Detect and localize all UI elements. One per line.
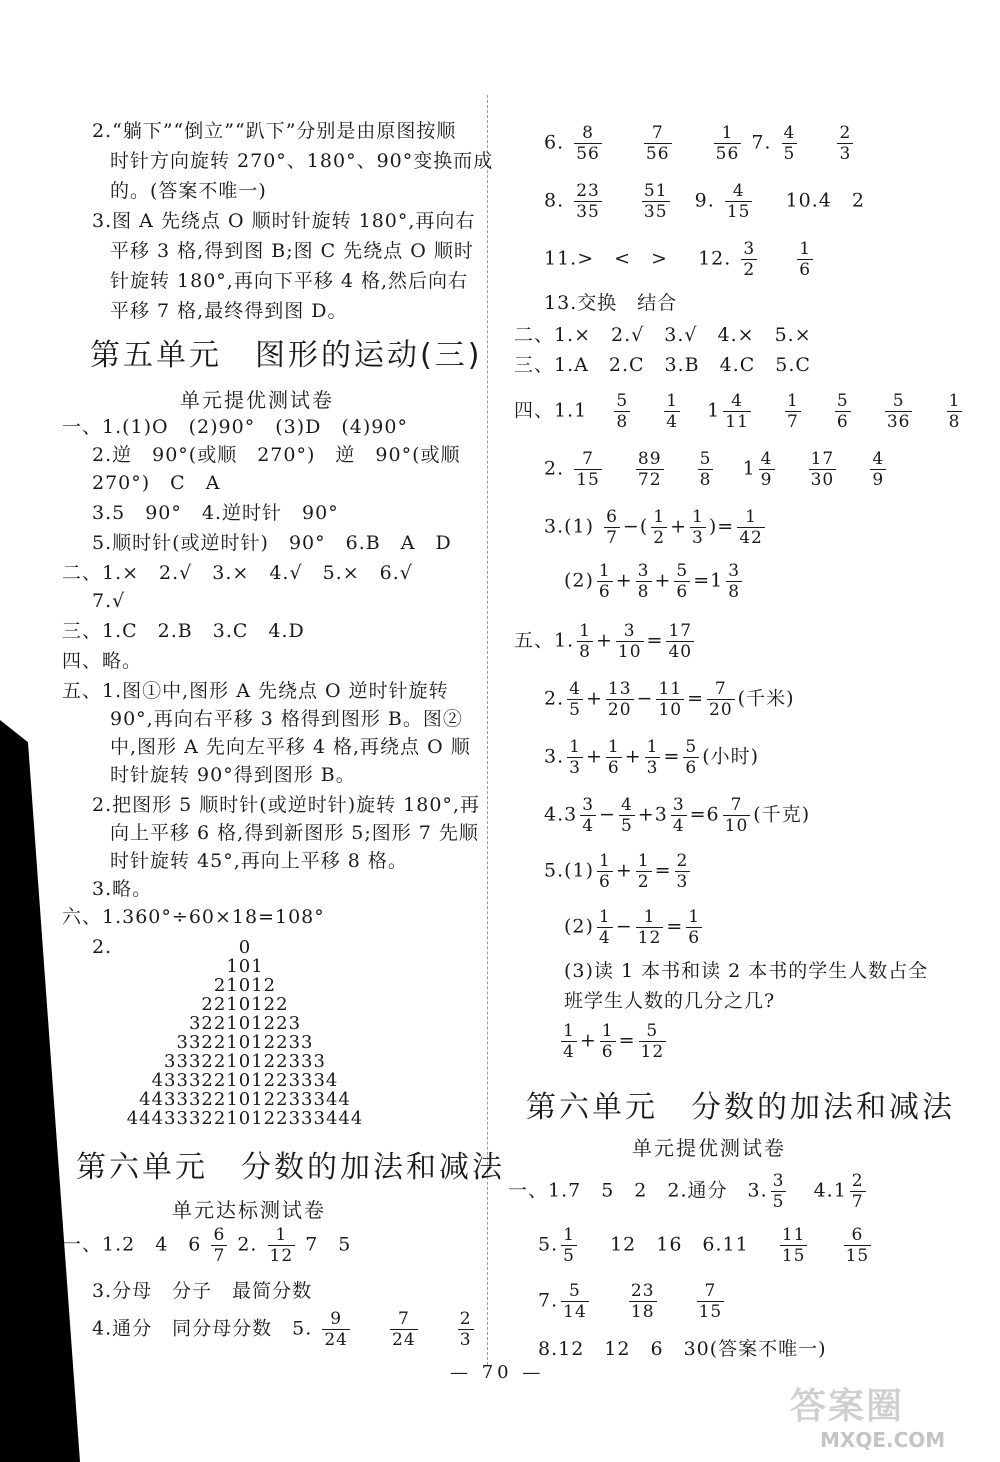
pyramid-row: 0 — [238, 937, 252, 958]
fraction: $\frac{3}{8}$ — [637, 561, 650, 602]
answer-line — [538, 1226, 874, 1265]
answer-line: 时针旋转 90°得到图形 B。 — [110, 764, 356, 786]
fraction: $\frac{7}{10}$ — [724, 795, 749, 836]
answer-line: 8.12 12 6 30(答案不唯一) — [538, 1338, 827, 1360]
answer-line: 六、1.360°÷60×18=108° — [62, 906, 325, 928]
fraction: $\frac{11}{10}$ — [658, 679, 683, 720]
answer-line: 四、略。 — [62, 650, 143, 672]
answer-line: 的。(答案不唯一) — [110, 180, 267, 202]
fraction: $\frac{4}{9}$ — [760, 449, 773, 490]
answer-line: 270°) C A — [92, 472, 221, 494]
fraction: $\frac{2}{3}$ — [839, 123, 852, 164]
fraction: $\frac{4}{15}$ — [726, 181, 751, 222]
answer-line: 3.分母 分子 最简分数 — [92, 1280, 313, 1302]
fraction: $\frac{1}{12}$ — [269, 1225, 294, 1266]
answer-text: 一、1.7 5 2 2.通分 3. — [508, 1179, 768, 1202]
fraction: $\frac{1}{6}$ — [799, 239, 812, 280]
answer-text: 9. — [694, 189, 715, 212]
answer-line: 2. $\frac{4}{5}$ + $\frac{13}{20}$ − $\frac{11}{10}$ = $\frac{7}{20}$ (千米) — [544, 679, 795, 720]
fraction: $\frac{1}{3}$ — [569, 737, 581, 778]
answer-text: 3.(1) — [544, 515, 595, 538]
pyramid-row: 21012 — [213, 975, 277, 996]
fraction: $\frac{6}{15}$ — [845, 1225, 870, 1266]
answer-line: 2.把图形 5 顺时针(或逆时针)旋转 180°,再 — [92, 794, 480, 816]
fraction: $\frac{1}{2}$ — [653, 507, 666, 548]
fraction: $\frac{1}{4}$ — [666, 391, 679, 432]
answer-line: 班学生人数的几分之几? — [564, 990, 776, 1012]
answer-line — [544, 450, 889, 489]
answer-line: 二、1.× 2.√ 3.× 4.√ 5.× 6.√ — [62, 562, 413, 584]
pyramid-row: 101 — [226, 956, 264, 977]
answer-line: 4.3 $\frac{3}{4}$ − $\frac{4}{5}$ +3 $\frac{3}{4}$ =6 $\frac{7}{10}$ (千克) — [544, 795, 811, 836]
fraction: $\frac{1}{6}$ — [601, 1021, 614, 1062]
answer-text: 2. — [544, 457, 565, 480]
answer-text: 1 — [742, 457, 756, 480]
answer-line: 3. $\frac{1}{3}$ + $\frac{1}{6}$ + $\frac{1}{3}$ = $\frac{5}{6}$ (小时) — [544, 737, 760, 778]
answer-text: 7. — [751, 131, 772, 154]
answer-text: 8. — [544, 189, 565, 212]
fraction: $\frac{7}{24}$ — [392, 1309, 416, 1350]
answer-line: 五、1.图①中,图形 A 先绕点 O 逆时针旋转 — [62, 680, 449, 702]
fraction: $\frac{7}{56}$ — [645, 123, 670, 164]
answer-line: 3.略。 — [92, 878, 153, 900]
page-number-value: 70 — [481, 1362, 513, 1383]
fraction: $\frac{89}{72}$ — [637, 449, 662, 490]
fraction: $\frac{1}{4}$ — [598, 907, 611, 948]
fraction: $\frac{9}{24}$ — [324, 1309, 348, 1350]
watermark-url: MXQE.COM — [820, 1428, 946, 1452]
fraction: $\frac{1}{5}$ — [563, 1225, 575, 1266]
unit-subtitle: 单元提优测试卷 — [180, 388, 334, 412]
answer-line: (3)读 1 本书和读 2 本书的学生人数占全 — [564, 960, 929, 982]
pyramid-row: 433322101223334 — [151, 1070, 339, 1091]
fraction: $\frac{1}{3}$ — [692, 507, 704, 548]
answer-text: 7 5 — [305, 1233, 352, 1256]
pyramid-row: 3332210122333 — [164, 1051, 326, 1072]
unit-subtitle: 单元提优测试卷 — [632, 1136, 786, 1160]
fraction: $\frac{17}{30}$ — [810, 449, 835, 490]
fraction: $\frac{8}{56}$ — [576, 123, 600, 164]
fraction: $\frac{7}{20}$ — [709, 679, 733, 720]
unit-title: 第五单元 图形的运动(三) — [90, 338, 483, 373]
answer-line: 2.“躺下”“倒立”“趴下”分别是由原图按顺 — [92, 120, 457, 142]
fraction: $\frac{4}{9}$ — [872, 449, 885, 490]
fraction: $\frac{5}{6}$ — [676, 561, 689, 602]
unit-title: 第六单元 分数的加法和减法 — [526, 1090, 955, 1125]
fraction: $\frac{1}{6}$ — [598, 561, 611, 602]
answer-line: 二、1.× 2.√ 3.√ 4.× 5.× — [514, 324, 812, 346]
answer-line — [544, 124, 856, 163]
fraction: $\frac{4}{5}$ — [783, 123, 796, 164]
fraction: $\frac{23}{18}$ — [630, 1281, 655, 1322]
fraction: $\frac{5}{6}$ — [836, 391, 849, 432]
fraction: $\frac{7}{15}$ — [576, 449, 600, 490]
pyramid-row: 33221012233 — [176, 1032, 314, 1053]
answer-text: 1 — [707, 399, 721, 422]
answer-line: 5.(1) $\frac{1}{6}$ + $\frac{1}{2}$ = $\frac{2}{3}$ — [544, 851, 689, 892]
fraction: $\frac{5}{8}$ — [616, 391, 629, 432]
answer-text: 12 16 6.11 — [610, 1233, 749, 1256]
answer-line: 针旋转 180°,再向下平移 4 格,然后向右 — [110, 270, 469, 292]
fraction: $\frac{1}{6}$ — [607, 737, 620, 778]
fraction: $\frac{1}{8}$ — [948, 391, 961, 432]
fraction: $\frac{23}{35}$ — [576, 181, 600, 222]
fraction: $\frac{1}{6}$ — [688, 907, 701, 948]
answer-text: 2. — [237, 1233, 258, 1256]
answer-line: 平移 7 格,最终得到图 D。 — [110, 300, 348, 322]
answer-line — [514, 392, 965, 431]
fraction: $\frac{4}{11}$ — [725, 391, 749, 432]
answer-text: 五、1. — [514, 629, 575, 652]
answer-line: 一、1.(1)O (2)90° (3)D (4)90° — [62, 416, 408, 438]
answer-line: 五、1. $\frac{1}{8}$ + $\frac{3}{10}$ = $\frac{17}{40}$ — [514, 621, 693, 662]
unit-subtitle: 单元达标测试卷 — [172, 1198, 326, 1222]
answer-line — [544, 182, 865, 221]
answer-line: 平移 3 格,得到图 B;图 C 先绕点 O 顺时 — [110, 240, 474, 262]
answer-text: 7. — [538, 1289, 559, 1312]
answer-line: 3.5 90° 4.逆时针 90° — [92, 502, 339, 524]
answer-text: 一、1.2 4 6 — [62, 1233, 202, 1256]
answer-line — [508, 1172, 869, 1211]
fraction: $\frac{2}{3}$ — [459, 1309, 472, 1350]
fraction: $\frac{5}{14}$ — [563, 1281, 587, 1322]
fraction: $\frac{3}{4}$ — [582, 795, 595, 836]
fraction: $\frac{3}{5}$ — [772, 1171, 785, 1212]
answer-line: 三、1.A 2.C 3.B 4.C 5.C — [514, 354, 811, 376]
fraction: $\frac{11}{15}$ — [781, 1225, 806, 1266]
answer-line: 时针方向旋转 270°、180°、90°变换而成 — [110, 150, 494, 172]
answer-line — [92, 1310, 477, 1349]
answer-line — [544, 240, 816, 279]
fraction: $\frac{3}{10}$ — [617, 621, 642, 662]
fraction: $\frac{3}{2}$ — [743, 239, 756, 280]
answer-line: 2. — [92, 936, 113, 958]
answer-line: 5.顺时针(或逆时针) 90° 6.B A D — [92, 532, 452, 554]
fraction: $\frac{7}{15}$ — [698, 1281, 723, 1322]
answer-line: (2) $\frac{1}{6}$ + $\frac{3}{8}$ + $\frac{5}{6}$ =1 $\frac{3}{8}$ — [564, 561, 741, 602]
answer-text: 4.3 — [544, 803, 578, 826]
answer-line: 时针旋转 45°,再向上平移 8 格。 — [110, 850, 408, 872]
unit-label: (小时) — [702, 745, 760, 768]
fraction: $\frac{1}{8}$ — [579, 621, 591, 662]
answer-line: 三、1.C 2.B 3.C 4.D — [62, 620, 305, 642]
answer-text: 6. — [544, 131, 565, 154]
pyramid-row: 4443332210122333444 — [126, 1108, 364, 1129]
fraction: $\frac{3}{4}$ — [672, 795, 685, 836]
fraction: $\frac{6}{7}$ — [213, 1225, 226, 1266]
fraction: $\frac{6}{7}$ — [606, 507, 618, 548]
answer-text: 四、1.1 — [514, 399, 588, 422]
answer-text: 12. — [698, 247, 732, 270]
fraction: $\frac{51}{35}$ — [643, 181, 668, 222]
fraction: $\frac{5}{6}$ — [685, 737, 698, 778]
fraction: $\frac{1}{4}$ — [563, 1021, 575, 1062]
pyramid-row: 2210122 — [201, 994, 289, 1015]
answer-line: 中,图形 A 先向左平移 4 格,再绕点 O 顺 — [110, 736, 471, 758]
answer-text: 4.通分 同分母分数 5. — [92, 1317, 313, 1340]
answer-text: 5.(1) — [544, 859, 595, 882]
answer-text: 3. — [544, 745, 565, 768]
answer-text: 2. — [544, 687, 565, 710]
fraction: $\frac{1}{2}$ — [637, 851, 650, 892]
fraction: $\frac{1}{7}$ — [786, 391, 799, 432]
answer-line: 2.逆 90°(或顺 270°) 逆 90°(或顺 — [92, 444, 461, 466]
watermark-logo: 答案圈 — [790, 1386, 905, 1427]
unit-title: 第六单元 分数的加法和减法 — [76, 1150, 505, 1185]
fraction: $\frac{5}{12}$ — [640, 1021, 665, 1062]
page-number: — 70 — — [450, 1362, 545, 1383]
fraction: $\frac{17}{40}$ — [668, 621, 693, 662]
answer-text: 11.> < > — [544, 247, 668, 270]
fraction: $\frac{4}{5}$ — [620, 795, 633, 836]
fraction: $\frac{1}{3}$ — [646, 737, 659, 778]
fraction: $\frac{5}{36}$ — [886, 391, 911, 432]
answer-line: 3.(1) $\frac{6}{7}$ −( $\frac{1}{2}$ + $\frac{1}{3}$ )= $\frac{1}{42}$ — [544, 507, 763, 548]
answer-line — [62, 1226, 351, 1265]
answer-text: (2) — [564, 915, 594, 938]
pyramid-row: 44333221012233344 — [139, 1089, 351, 1110]
fraction: $\frac{4}{5}$ — [569, 679, 581, 720]
answer-text: 10.4 2 — [785, 189, 865, 212]
fraction: $\frac{13}{20}$ — [607, 679, 632, 720]
answer-line: 向上平移 6 格,得到新图形 5;图形 7 先顺 — [110, 822, 479, 844]
fraction: $\frac{3}{8}$ — [728, 561, 741, 602]
fraction: $\frac{5}{8}$ — [699, 449, 712, 490]
fraction: $\frac{2}{3}$ — [676, 851, 689, 892]
fraction: $\frac{1}{56}$ — [715, 123, 740, 164]
answer-text: 4.1 — [813, 1179, 847, 1202]
fraction: $\frac{1}{12}$ — [637, 907, 662, 948]
pyramid-row: 322101223 — [188, 1013, 302, 1034]
answer-line: 90°,再向右平移 3 格得到图形 B。图② — [110, 708, 463, 730]
answer-line: 3.图 A 先绕点 O 顺时针旋转 180°,再向右 — [92, 210, 476, 232]
answer-line — [538, 1282, 727, 1321]
unit-label: (千米) — [737, 687, 795, 710]
answer-line: $\frac{1}{4}$ + $\frac{1}{6}$ = $\frac{5}{12}$ — [563, 1021, 665, 1062]
unit-label: (千克) — [753, 803, 811, 826]
fraction: $\frac{1}{6}$ — [599, 851, 611, 892]
fraction: $\frac{1}{42}$ — [739, 507, 763, 548]
fraction: $\frac{2}{7}$ — [851, 1171, 864, 1212]
answer-text: (2) — [564, 569, 594, 592]
answer-line: 13.交换 结合 — [544, 292, 678, 314]
answer-line: (2) $\frac{1}{4}$ − $\frac{1}{12}$ = $\frac{1}{6}$ — [564, 907, 701, 948]
number-pyramid — [60, 938, 430, 1128]
answer-text: 5. — [538, 1233, 559, 1256]
answer-line: 7.√ — [92, 590, 126, 612]
watermark — [790, 1378, 990, 1458]
